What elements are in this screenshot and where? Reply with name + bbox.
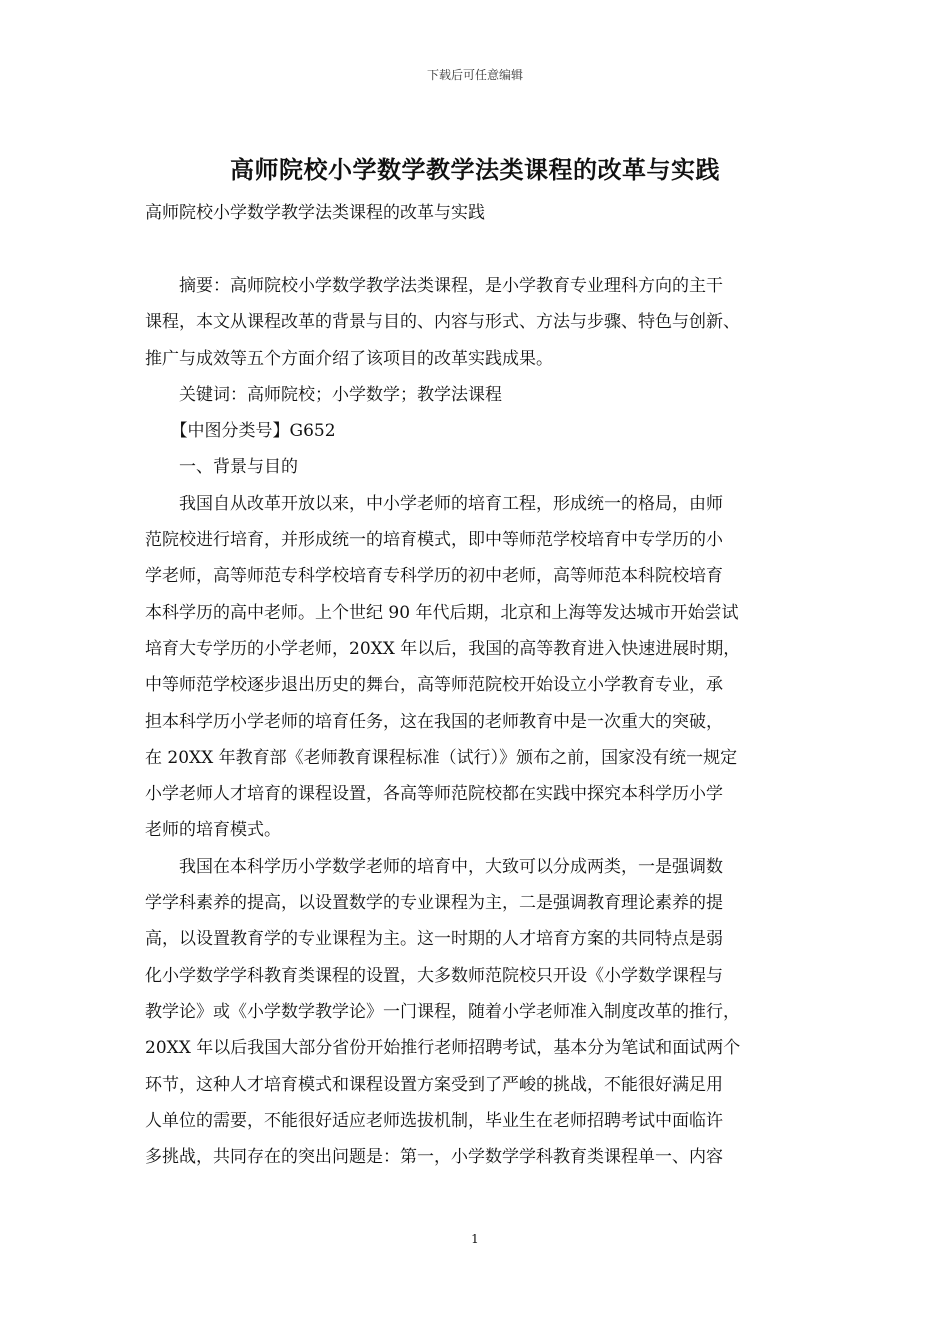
body-text (145, 268, 808, 1175)
document-title: 高师院校小学数学教学法类课程的改革与实践 (230, 155, 720, 184)
text-line: 我国自从改革开放以来，中小学老师的培育工程，形成统一的格局，由师 (145, 493, 723, 514)
text-line: 小学老师人才培育的课程设置，各高等师范院校都在实践中探究本科学历小学 (145, 784, 723, 805)
text-line: 教学论》或《小学数学教学论》一门课程，随着小学老师准入制度改革的推行， (145, 1001, 740, 1022)
text-line: 关键词：高师院校；小学数学；教学法课程 (145, 384, 502, 405)
text-line: 我国在本科学历小学数学老师的培育中，大致可以分成两类，一是强调数 (145, 856, 723, 877)
text-line: 在 20XX 年教育部《老师教育课程标准（试行）》颁布之前，国家没有统一规定 (145, 747, 738, 768)
text-line: 一、背景与目的 (145, 457, 298, 478)
text-line: 摘要：高师院校小学数学教学法类课程，是小学教育专业理科方向的主干 (145, 276, 723, 296)
text-line: 人单位的需要，不能很好适应老师选拔机制，毕业生在老师招聘考试中面临许 (145, 1110, 723, 1131)
text-line: 【中图分类号】G652 (145, 421, 336, 442)
text-line: 中等师范学校逐步退出历史的舞台，高等师范院校开始设立小学教育专业，承 (145, 675, 723, 696)
text-line: 范院校进行培育，并形成统一的培育模式，即中等师范学校培育中专学历的小 (145, 530, 723, 551)
header-note: 下载后可任意编辑 (426, 68, 523, 82)
text-line: 担本科学历小学老师的培育任务，这在我国的老师教育中是一次重大的突破， (145, 711, 723, 732)
text-line: 学学科素养的提高，以设置数学的专业课程为主，二是强调教育理论素养的提 (145, 893, 723, 914)
text-line: 多挑战，共同存在的突出问题是：第一，小学数学学科教育类课程单一、内容 (145, 1147, 723, 1168)
text-line: 课程，本文从课程改革的背景与目的、内容与形式、方法与步骤、特色与创新、 (145, 312, 740, 333)
text-line: 推广与成效等五个方面介绍了该项目的改革实践成果。 (145, 348, 553, 369)
text-line: 培育大专学历的小学老师，20XX 年以后，我国的高等教育进入快速进展时期， (145, 638, 741, 659)
text-line: 环节，这种人才培育模式和课程设置方案受到了严峻的挑战，不能很好满足用 (145, 1074, 723, 1095)
text-line: 20XX 年以后我国大部分省份开始推行老师招聘考试，基本分为笔试和面试两个 (145, 1038, 741, 1059)
text-line: 化小学数学学科教育类课程的设置，大多数师范院校只开设《小学数学课程与 (145, 965, 723, 986)
text-line: 学老师，高等师范专科学校培育专科学历的初中老师，高等师范本科院校培育 (145, 566, 723, 587)
text-line: 本科学历的高中老师。上个世纪 90 年代后期，北京和上海等发达城市开始尝试 (145, 602, 739, 623)
text-line: 高，以设置教育学的专业课程为主。这一时期的人才培育方案的共同特点是弱 (145, 929, 723, 950)
document-subtitle: 高师院校小学数学教学法类课程的改革与实践 (145, 203, 485, 223)
text-line: 老师的培育模式。 (145, 820, 281, 841)
page-number: 1 (471, 1232, 479, 1246)
